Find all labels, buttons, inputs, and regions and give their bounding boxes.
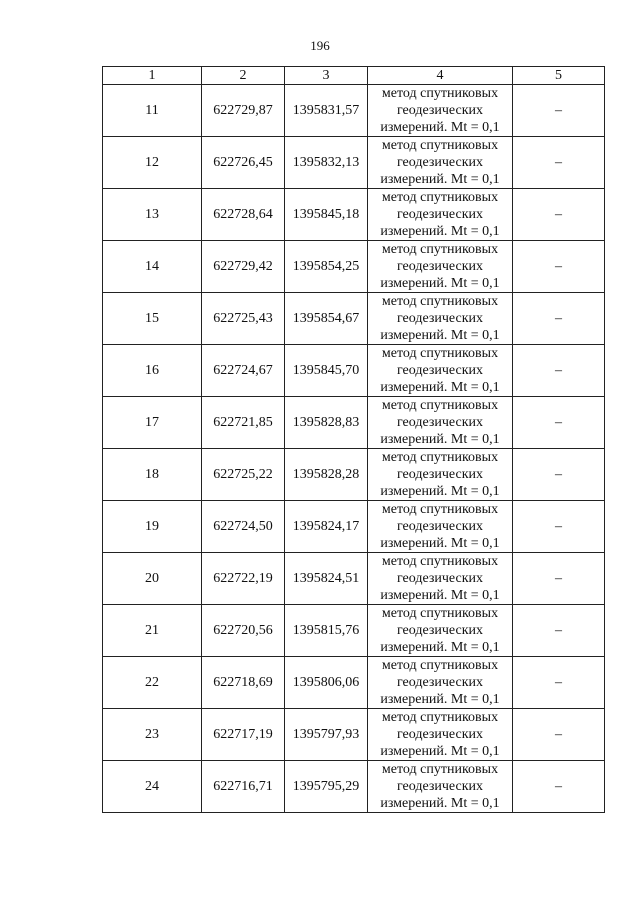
point-number: 17 — [103, 397, 202, 449]
method-line-2: геодезических — [396, 623, 483, 638]
method-line-3: измерений. Mt = 0,1 — [380, 484, 500, 499]
page-number: 196 — [310, 38, 330, 53]
method-cell — [368, 241, 513, 293]
coordinate-x: 622724,67 — [202, 345, 285, 397]
note-cell: – — [513, 293, 605, 345]
method-cell — [368, 761, 513, 813]
method-line-2: геодезических — [396, 155, 483, 170]
table-row — [103, 241, 605, 293]
table-row — [103, 605, 605, 657]
method-line-1: метод спутниковых — [381, 190, 499, 205]
note-cell: – — [513, 709, 605, 761]
method-cell — [368, 189, 513, 241]
header-col-1: 1 — [103, 67, 202, 85]
note-cell: – — [513, 657, 605, 709]
table-row — [103, 397, 605, 449]
method-line-2: геодезических — [396, 727, 483, 742]
method-line-1: метод спутниковых — [381, 502, 499, 517]
method-line-2: геодезических — [396, 415, 483, 430]
note-cell: – — [513, 449, 605, 501]
header-col-3: 3 — [285, 67, 368, 85]
method-line-2: геодезических — [396, 467, 483, 482]
table-row — [103, 85, 605, 137]
header-col-2: 2 — [202, 67, 285, 85]
point-number: 11 — [103, 85, 202, 137]
point-number: 22 — [103, 657, 202, 709]
table-body — [103, 85, 605, 813]
coordinate-y: 1395795,29 — [285, 761, 368, 813]
coordinate-x: 622717,19 — [202, 709, 285, 761]
table-row — [103, 449, 605, 501]
method-line-1: метод спутниковых — [381, 346, 499, 361]
method-line-3: измерений. Mt = 0,1 — [380, 796, 500, 811]
coordinate-x: 622729,87 — [202, 85, 285, 137]
note-cell: – — [513, 761, 605, 813]
table-row — [103, 709, 605, 761]
method-line-2: геодезических — [396, 103, 483, 118]
coordinate-y: 1395828,28 — [285, 449, 368, 501]
method-line-3: измерений. Mt = 0,1 — [380, 276, 500, 291]
method-line-3: измерений. Mt = 0,1 — [380, 640, 500, 655]
note-cell: – — [513, 397, 605, 449]
method-cell — [368, 397, 513, 449]
note-cell: – — [513, 189, 605, 241]
method-line-2: геодезических — [396, 779, 483, 794]
method-line-2: геодезических — [396, 675, 483, 690]
note-cell: – — [513, 553, 605, 605]
method-cell — [368, 501, 513, 553]
note-cell: – — [513, 345, 605, 397]
coordinate-x: 622725,22 — [202, 449, 285, 501]
coordinate-x: 622716,71 — [202, 761, 285, 813]
table-row — [103, 189, 605, 241]
coordinate-y: 1395824,51 — [285, 553, 368, 605]
point-number: 14 — [103, 241, 202, 293]
method-line-3: измерений. Mt = 0,1 — [380, 120, 500, 135]
coordinate-x: 622726,45 — [202, 137, 285, 189]
method-line-3: измерений. Mt = 0,1 — [380, 172, 500, 187]
header-col-5: 5 — [513, 67, 605, 85]
table-row — [103, 553, 605, 605]
table-row — [103, 345, 605, 397]
method-cell — [368, 605, 513, 657]
coordinate-y: 1395854,67 — [285, 293, 368, 345]
table-header-row — [103, 67, 605, 85]
method-cell — [368, 709, 513, 761]
method-line-3: измерений. Mt = 0,1 — [380, 692, 500, 707]
method-line-3: измерений. Mt = 0,1 — [380, 432, 500, 447]
note-cell: – — [513, 85, 605, 137]
method-cell — [368, 657, 513, 709]
table-row — [103, 761, 605, 813]
method-line-1: метод спутниковых — [381, 710, 499, 725]
method-line-2: геодезических — [396, 363, 483, 378]
coordinate-x: 622725,43 — [202, 293, 285, 345]
point-number: 23 — [103, 709, 202, 761]
coordinate-x: 622721,85 — [202, 397, 285, 449]
coordinate-x: 622724,50 — [202, 501, 285, 553]
method-cell — [368, 345, 513, 397]
coordinate-y: 1395815,76 — [285, 605, 368, 657]
point-number: 15 — [103, 293, 202, 345]
coordinate-x: 622729,42 — [202, 241, 285, 293]
point-number: 24 — [103, 761, 202, 813]
coordinate-x: 622722,19 — [202, 553, 285, 605]
table-row — [103, 137, 605, 189]
method-line-3: измерений. Mt = 0,1 — [380, 380, 500, 395]
method-line-1: метод спутниковых — [381, 86, 499, 101]
method-line-1: метод спутниковых — [381, 242, 499, 257]
point-number: 19 — [103, 501, 202, 553]
table-row — [103, 657, 605, 709]
note-cell: – — [513, 501, 605, 553]
method-line-1: метод спутниковых — [381, 554, 499, 569]
note-cell: – — [513, 137, 605, 189]
coordinate-y: 1395854,25 — [285, 241, 368, 293]
method-line-1: метод спутниковых — [381, 450, 499, 465]
coordinates-table — [102, 66, 605, 813]
coordinate-x: 622728,64 — [202, 189, 285, 241]
coordinate-x: 622718,69 — [202, 657, 285, 709]
method-cell — [368, 293, 513, 345]
coordinate-y: 1395832,13 — [285, 137, 368, 189]
method-cell — [368, 137, 513, 189]
method-line-3: измерений. Mt = 0,1 — [380, 744, 500, 759]
point-number: 16 — [103, 345, 202, 397]
method-cell — [368, 449, 513, 501]
method-line-1: метод спутниковых — [381, 658, 499, 673]
method-line-1: метод спутниковых — [381, 762, 499, 777]
coordinate-y: 1395845,70 — [285, 345, 368, 397]
method-line-1: метод спутниковых — [381, 606, 499, 621]
method-line-3: измерений. Mt = 0,1 — [380, 224, 500, 239]
coordinate-y: 1395824,17 — [285, 501, 368, 553]
table-row — [103, 293, 605, 345]
coordinate-y: 1395828,83 — [285, 397, 368, 449]
table-row — [103, 501, 605, 553]
point-number: 20 — [103, 553, 202, 605]
note-cell: – — [513, 241, 605, 293]
coordinate-x: 622720,56 — [202, 605, 285, 657]
coordinate-y: 1395797,93 — [285, 709, 368, 761]
method-line-2: геодезических — [396, 519, 483, 534]
coordinate-y: 1395845,18 — [285, 189, 368, 241]
method-line-1: метод спутниковых — [381, 138, 499, 153]
method-line-3: измерений. Mt = 0,1 — [380, 328, 500, 343]
coordinate-y: 1395831,57 — [285, 85, 368, 137]
method-line-2: геодезических — [396, 311, 483, 326]
coordinate-y: 1395806,06 — [285, 657, 368, 709]
point-number: 21 — [103, 605, 202, 657]
point-number: 18 — [103, 449, 202, 501]
method-line-3: измерений. Mt = 0,1 — [380, 588, 500, 603]
method-line-1: метод спутниковых — [381, 294, 499, 309]
method-line-2: геодезических — [396, 207, 483, 222]
method-cell — [368, 553, 513, 605]
point-number: 13 — [103, 189, 202, 241]
method-line-1: метод спутниковых — [381, 398, 499, 413]
method-line-3: измерений. Mt = 0,1 — [380, 536, 500, 551]
method-line-2: геодезических — [396, 571, 483, 586]
note-cell: – — [513, 605, 605, 657]
method-cell — [368, 85, 513, 137]
method-line-2: геодезических — [396, 259, 483, 274]
header-col-4: 4 — [368, 67, 513, 85]
point-number: 12 — [103, 137, 202, 189]
